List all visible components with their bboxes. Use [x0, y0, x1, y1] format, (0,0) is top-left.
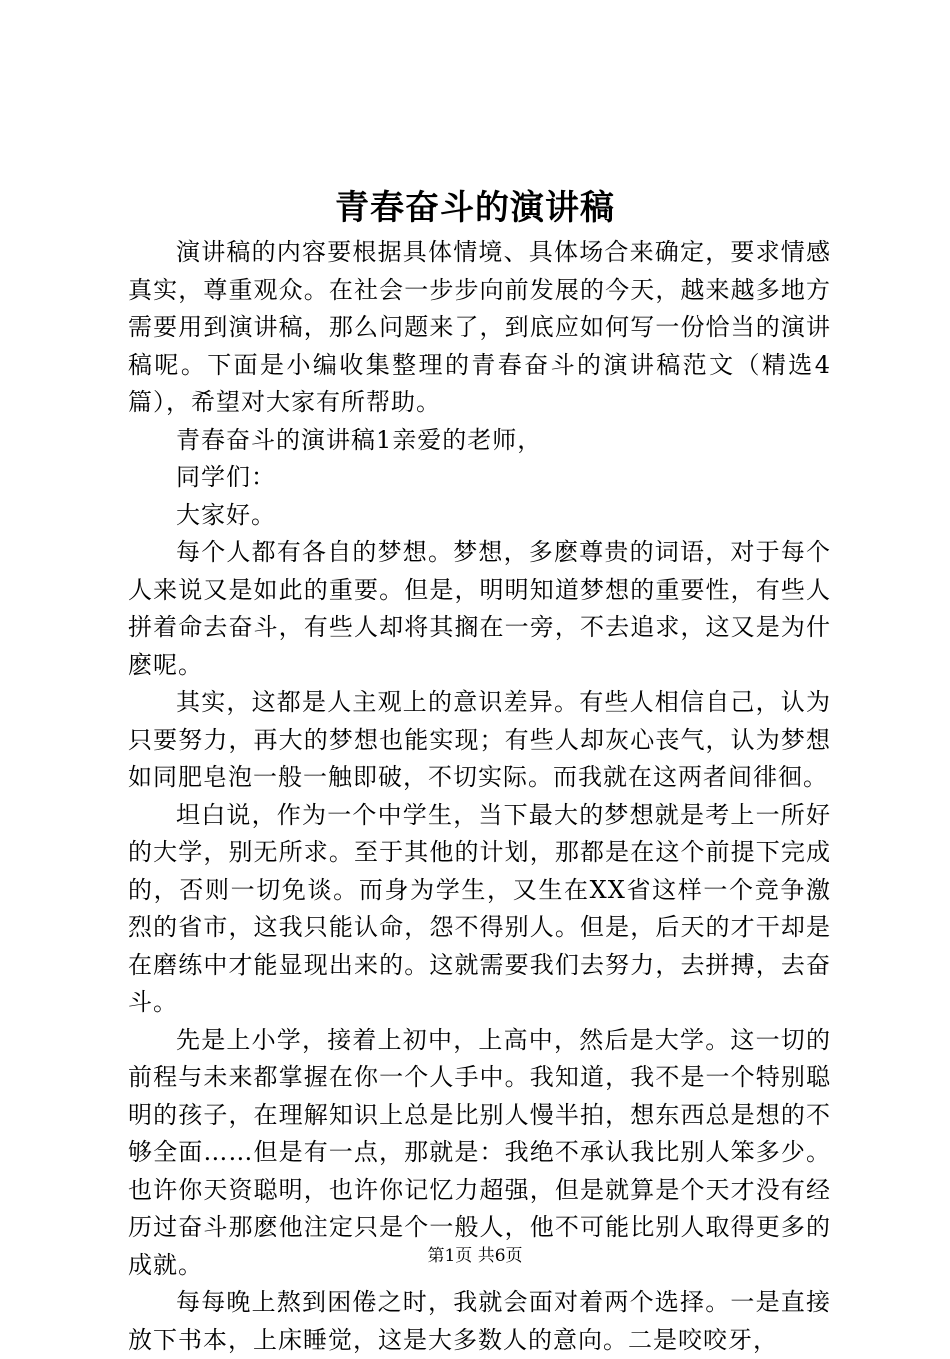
paragraph-awareness: 其实，这都是人主观上的意识差异。有些人相信自己，认为只要努力，再大的梦想也能实现；有些人却灰心丧气，认为梦想如同肥皂泡一般一触即破，不切实际。而我就在这两者间徘徊。 — [128, 688, 831, 791]
paragraph-greeting-students: 同学们： — [176, 463, 276, 491]
paragraph-night-choice: 每每晚上熬到困倦之时，我就会面对着两个选择。一是直接放下书本，上床睡觉，这是大多数人的意向。二是咬咬牙， — [128, 1288, 831, 1354]
paragraph-dreams: 每个人都有各自的梦想。梦想，多麽尊贵的词语，对于每个人来说又是如此的重要。但是，明明知道梦想的重要性，有些人拼着命去奋斗，有些人却将其搁在一旁，不去追求，这又是为什麽呢。 — [128, 538, 831, 679]
document-body — [128, 234, 831, 1359]
document-title: 青春奋斗的演讲稿 — [335, 188, 615, 228]
paragraph-greeting-all: 大家好。 — [176, 500, 276, 529]
paragraph-intro: 演讲稿的内容要根据具体情境、具体场合来确定，要求情感真实，尊重观众。在社会一步步向前发展的今天，越来越多地方需要用到演讲稿，那么问题来了，到底应如何写一份恰当的演讲稿呢。下面是小编收集整理的青春奋斗的演讲稿范文（精选4篇），希望对大家有所帮助。 — [128, 238, 831, 416]
paragraph-school-path: 先是上小学，接着上初中，上高中，然后是大学。这一切的前程与未来都掌握在你一个人手中。我知道，我不是一个特别聪明的孩子，在理解知识上总是比别人慢半拍，想东西总是想的不够全面……但是有一点，那就是：我绝不承认我比别人笨多少。也许你天资聪明，也许你记忆力超强，但是就算是个天才没有经历过奋斗那麽他注定只是个一般人，他不可能比别人取得更多的成就。 — [128, 1025, 831, 1279]
page-number-footer: 第1页 共6页 — [427, 1246, 523, 1266]
paragraph-student-goal: 坦白说，作为一个中学生，当下最大的梦想就是考上一所好的大学，别无所求。至于其他的计划，那都是在这个前提下完成的，否则一切免谈。而身为学生，又生在XX省这样一个竞争激烈的省市，这我只能认命，怨不得别人。但是，后天的才干却是在磨练中才能显现出来的。这就需要我们去努力，去拼搏，去奋斗。 — [128, 800, 831, 1016]
paragraph-speech-heading: 青春奋斗的演讲稿1亲爱的老师， — [176, 425, 543, 454]
